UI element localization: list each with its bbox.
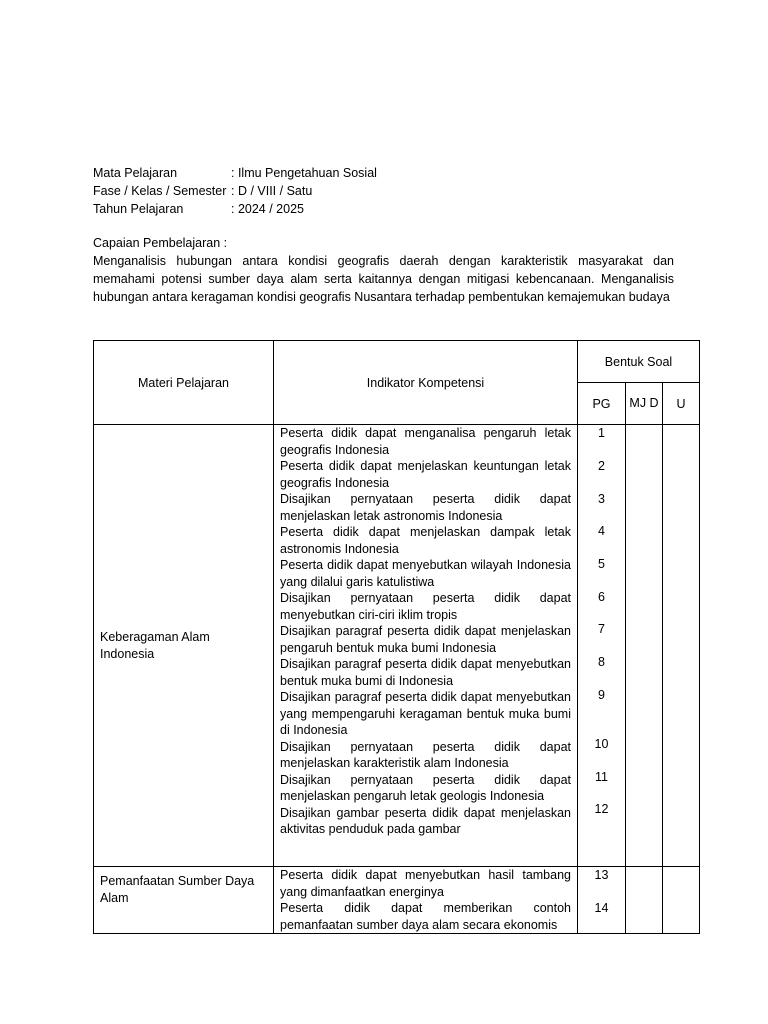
- mapel-value: : Ilmu Pengetahuan Sosial: [231, 166, 377, 180]
- header-u: U: [663, 383, 700, 425]
- indikator-cell: [274, 867, 578, 934]
- pg-number: 7: [598, 622, 605, 636]
- indikator-item: Peserta didik dapat menganalisa pengaruh letak geografis Indonesia: [280, 426, 571, 457]
- info-row-tahun: [93, 200, 377, 218]
- pg-number: 5: [598, 557, 605, 571]
- pg-number: 4: [598, 524, 605, 538]
- indikator-item: Disajikan pernyataan peserta didik dapat menjelaskan letak astronomis Indonesia: [280, 492, 571, 523]
- pg-number: 14: [594, 901, 609, 915]
- u-cell: [663, 425, 700, 867]
- mapel-label: Mata Pelajaran: [93, 166, 178, 180]
- tahun-label: Tahun Pelajaran: [93, 202, 184, 216]
- info-row-fase: [93, 182, 377, 200]
- indikator-item: Disajikan pernyataan peserta didik dapat menjelaskan pengaruh letak geologis Indonesia: [280, 772, 571, 803]
- indikator-item: Disajikan paragraf peserta didik dapat menjelaskan pengaruh bentuk muka bumi Indonesia: [280, 624, 571, 655]
- indikator-item: Disajikan pernyataan peserta didik dapat menyebutkan ciri-ciri iklim tropis: [280, 591, 571, 622]
- mjd-cell: [626, 867, 663, 934]
- pg-cell: [578, 867, 626, 934]
- indikator-cell: [274, 425, 578, 867]
- indikator-item: Peserta didik dapat menjelaskan keuntungan letak geografis Indonesia: [280, 459, 571, 490]
- capaian-text: Menganalisis hubungan antara kondisi geografis daerah dengan karakteristik masyarakat dan memahami potensi sumber daya alam serta kaitannya dengan mitigasi kebencanaan. Menganalisis hubungan antara keragaman kondisi geografis Nusantara terhadap pembentukan kemajemukan budaya: [93, 254, 674, 304]
- pg-number: 13: [594, 868, 609, 882]
- fase-label: Fase / Kelas / Semester: [93, 184, 227, 198]
- kisi-kisi-table: [93, 340, 700, 934]
- indikator-item: Peserta didik dapat memberikan contoh pemanfaatan sumber daya alam secara ekonomis: [280, 901, 571, 932]
- pg-number: 1: [598, 426, 605, 440]
- indikator-item: Peserta didik dapat menyebutkan wilayah Indonesia yang dilalui garis katulistiwa: [280, 558, 571, 589]
- pg-number: 10: [594, 737, 609, 751]
- pg-number: 9: [598, 688, 605, 702]
- info-row-mapel: [93, 164, 377, 182]
- capaian-heading: Capaian Pembelajaran :: [93, 236, 228, 250]
- u-cell: [663, 867, 700, 934]
- pg-number: 8: [598, 655, 605, 669]
- capaian-section: [93, 234, 674, 306]
- table-row: [94, 425, 700, 867]
- indikator-item: Disajikan paragraf peserta didik dapat menyebutkan bentuk muka bumi di Indonesia: [280, 657, 571, 688]
- tahun-value: : 2024 / 2025: [231, 202, 304, 216]
- materi-cell: Pemanfaatan Sumber Daya Alam: [94, 867, 274, 934]
- materi-cell: Keberagaman Alam Indonesia: [94, 425, 274, 867]
- document-info: [93, 164, 377, 218]
- table-row: [94, 867, 700, 934]
- fase-value: : D / VIII / Satu: [231, 184, 313, 198]
- header-row-1: [94, 341, 700, 383]
- mjd-cell: [626, 425, 663, 867]
- header-bentuk-soal: Bentuk Soal: [578, 341, 700, 383]
- pg-number: 6: [598, 590, 605, 604]
- header-mjd: MJ D: [626, 383, 663, 425]
- header-indikator: Indikator Kompetensi: [274, 341, 578, 425]
- pg-number: 2: [598, 459, 605, 473]
- indikator-item: Disajikan gambar peserta didik dapat menjelaskan aktivitas penduduk pada gambar: [280, 805, 571, 836]
- indikator-item: Disajikan pernyataan peserta didik dapat menjelaskan karakteristik alam Indonesia: [280, 739, 571, 770]
- header-pg: PG: [578, 383, 626, 425]
- pg-number: 3: [598, 492, 605, 506]
- indikator-item: Peserta didik dapat menyebutkan hasil tambang yang dimanfaatkan energinya: [280, 868, 571, 899]
- pg-cell: [578, 425, 626, 867]
- pg-number: 11: [595, 770, 608, 784]
- indikator-item: Disajikan paragraf peserta didik dapat menyebutkan yang mempengaruhi keragaman bentuk muka bumi di Indonesia: [280, 690, 571, 737]
- indikator-item: Peserta didik dapat menjelaskan dampak letak astronomis Indonesia: [280, 525, 571, 556]
- pg-number: 12: [594, 802, 609, 816]
- header-materi: Materi Pelajaran: [94, 341, 274, 425]
